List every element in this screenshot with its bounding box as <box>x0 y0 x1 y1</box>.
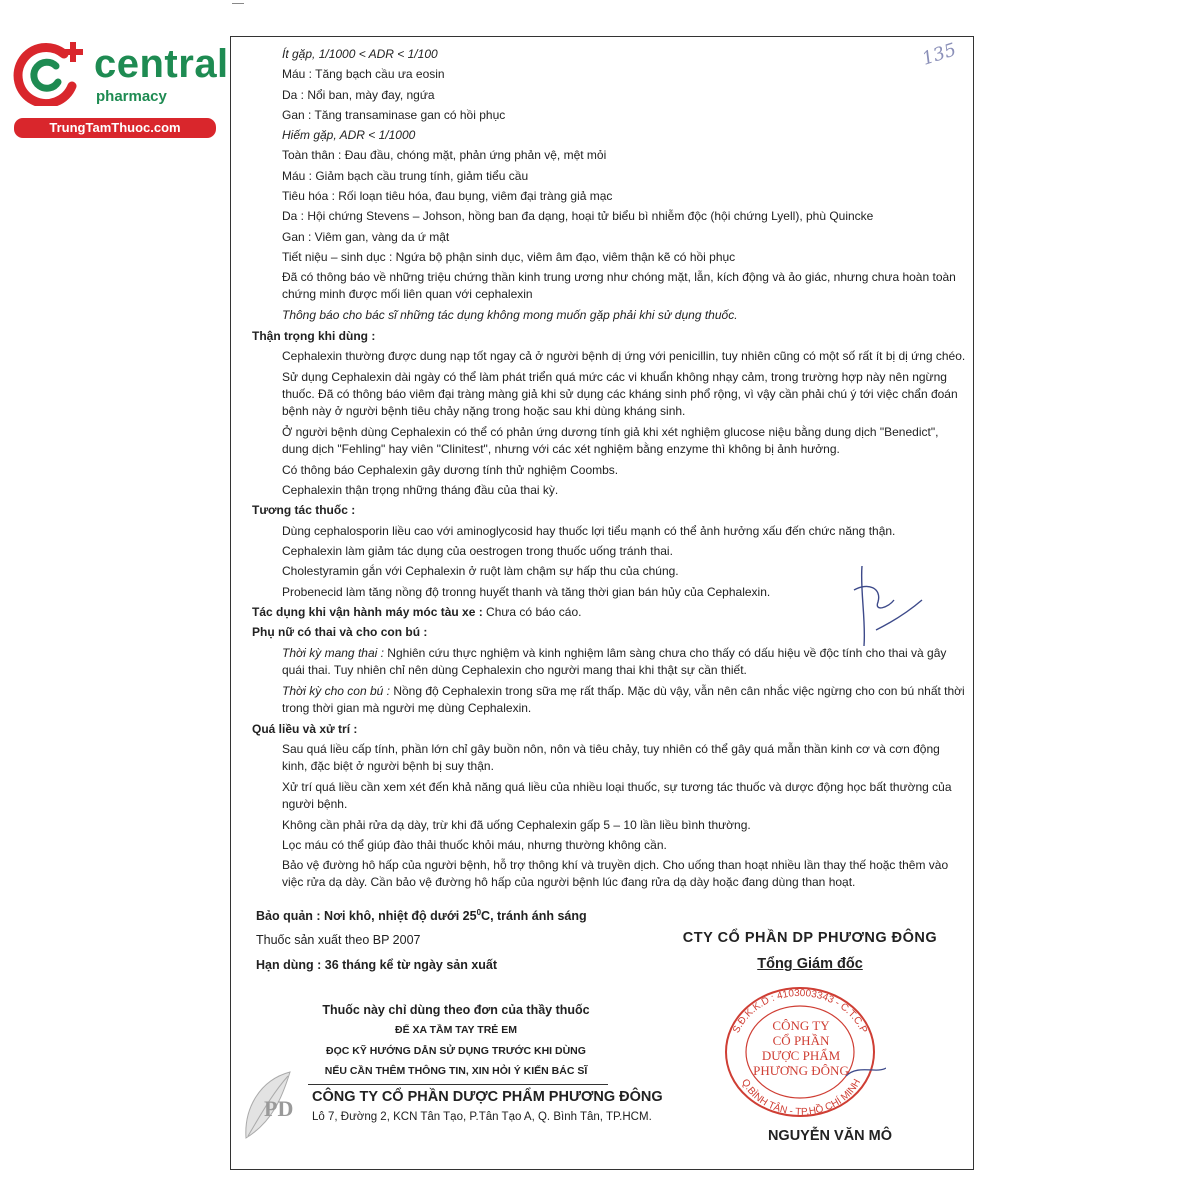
pd-leaf-logo-icon <box>238 1068 310 1142</box>
paragraph-text: Cephalexin làm giảm tác dụng của oestrogen trong thuốc uống tránh thai. <box>282 544 673 559</box>
paragraph-text: Có thông báo Cephalexin gây dương tính thử nghiệm Coombs. <box>282 462 619 477</box>
stamp-ring-top: S.Đ.K.K.D : 4103003343 - C.T.C.P <box>730 987 870 1036</box>
body-paragraph <box>252 346 968 367</box>
paragraph-text: Ở người bệnh dùng Cephalexin có thể có phản ứng dương tính giả khi xét nghiệm glucose niệu bằng dung dịch "Benedict", dung dịch "Fehling" hay viên "Clinitest", nhưng với các xét nghiệm bằng enzyme thì không bị ảnh hưởng. <box>282 424 939 456</box>
notice-line-4: NẾU CẦN THÊM THÔNG TIN, XIN HỎI Ý KIẾN BÁC SĨ <box>324 1065 588 1077</box>
body-paragraph <box>252 64 968 84</box>
central-logo-mark-icon <box>12 40 88 106</box>
logo-brand-text: central <box>94 42 229 86</box>
paragraph-text: Máu : Giảm bạch cầu trung tính, giảm tiểu cầu <box>282 168 529 183</box>
prescription-notice <box>306 1000 606 1082</box>
paragraph-text: Tương tác thuốc : <box>252 503 356 518</box>
leaflet-body <box>252 44 968 893</box>
section-heading <box>252 719 968 739</box>
body-paragraph <box>252 247 968 267</box>
stamp-line-3: DƯỢC PHẨM <box>761 1048 841 1063</box>
paragraph-text: Thông báo cho bác sĩ những tác dụng không mong muốn gặp phải khi sử dụng thuốc. <box>282 308 738 323</box>
section-heading <box>252 326 968 346</box>
paragraph-text: Toàn thân : Đau đầu, chóng mặt, phản ứng phản vệ, mệt mỏi <box>282 148 607 163</box>
body-paragraph <box>252 227 968 247</box>
page-corner-mark <box>232 3 244 10</box>
storage-tail: C, tránh ánh sáng <box>481 909 587 924</box>
body-paragraph <box>252 367 968 422</box>
body-paragraph <box>252 739 968 777</box>
notice-line-2: ĐỂ XA TẦM TAY TRẺ EM <box>395 1024 517 1036</box>
paragraph-text: Phụ nữ có thai và cho con bú : <box>252 625 428 640</box>
body-paragraph <box>252 145 968 165</box>
paragraph-text: Gan : Tăng transaminase gan có hồi phục <box>282 107 506 122</box>
body-paragraph <box>252 480 968 500</box>
body-paragraph <box>252 815 968 835</box>
logo-sub-text: pharmacy <box>96 88 167 105</box>
pd-logo-text: PD <box>264 1096 294 1121</box>
paragraph-text: Da : Hội chứng Stevens – Johson, hồng ban đa dạng, hoại tử biểu bì nhiễm độc (hội chứng Lyell), phù Quincke <box>282 209 874 224</box>
paragraph-text: Bảo vệ đường hô hấp của người bệnh, hỗ trợ thông khí và truyền dịch. Cho uống than hoạt nhiều lần thay thế hoặc thêm vào việc rửa dạ dày. Cần bảo vệ đường hô hấp của người bệnh lúc đang rửa dạ dày hoặc đang dùng than hoạt. <box>282 858 949 890</box>
body-paragraph <box>252 267 968 305</box>
company-stamp <box>716 984 886 1120</box>
initials-signature-icon <box>848 560 928 650</box>
notice-divider <box>308 1084 608 1085</box>
paragraph-text: Tiết niệu – sinh dục : Ngứa bộ phận sinh dục, viêm âm đạo, viêm thận kẽ có hồi phục <box>282 249 736 264</box>
body-paragraph <box>252 206 968 226</box>
signing-company: CTY CỔ PHẦN DP PHƯƠNG ĐÔNG <box>682 930 938 946</box>
body-paragraph <box>252 835 968 855</box>
stamp-line-2: CỔ PHẦN <box>772 1033 830 1048</box>
paragraph-text: Tiêu hóa : Rối loạn tiêu hóa, đau bụng, viêm đại tràng giả mạc <box>282 189 613 204</box>
signing-title: Tổng Giám đốc <box>757 956 863 972</box>
paragraph-text: Da : Nổi ban, mày đay, ngứa <box>282 87 435 102</box>
handwritten-page-number: 135 <box>919 39 959 70</box>
manufacturer-name: CÔNG TY CỔ PHẦN DƯỢC PHẨM PHƯƠNG ĐÔNG <box>312 1089 663 1105</box>
expiry-line: Hạn dùng : 36 tháng kể từ ngày sản xuất <box>256 958 498 972</box>
section-heading <box>252 500 968 520</box>
paragraph-text: Probenecid làm tăng nồng độ tronng huyết thanh và tăng thời gian bán hủy của Cephalexin. <box>282 584 771 599</box>
paragraph-text: Quá liều và xử trí : <box>252 721 358 736</box>
body-paragraph <box>252 85 968 105</box>
paragraph-text: Cephalexin thường được dung nạp tốt ngay cả ở người bệnh dị ứng với penicillin, tuy nhiên cũng có một số rất ít bị dị ứng chéo. <box>282 348 966 363</box>
paragraph-lead: Thời kỳ mang thai : <box>282 645 384 660</box>
paragraph-text: Tác dụng khi vận hành máy móc tàu xe : <box>252 604 483 619</box>
paragraph-text: Sau quá liều cấp tính, phần lớn chỉ gây buồn nôn, nôn và tiêu chảy, tuy nhiên có thể gây quá mẫn thần kinh cơ và cơn động kinh, đặc biệt ở người bệnh bị suy thận. <box>282 741 940 773</box>
paragraph-text: Nồng độ Cephalexin trong sữa mẹ rất thấp. Mặc dù vậy, vẫn nên cân nhắc việc ngừng cho con bú nhất thời trong thời gian mà người mẹ dùng Cephalexin. <box>282 683 965 715</box>
standard-line: Thuốc sản xuất theo BP 2007 <box>256 933 421 947</box>
body-paragraph <box>252 541 968 561</box>
body-paragraph <box>252 305 968 325</box>
notice-line-1: Thuốc này chỉ dùng theo đơn của thầy thuốc <box>322 1003 590 1017</box>
body-paragraph <box>252 125 968 145</box>
body-paragraph <box>252 186 968 206</box>
body-paragraph <box>252 460 968 480</box>
body-paragraph <box>252 681 968 719</box>
paragraph-text: Cholestyramin gắn với Cephalexin ở ruột làm chậm sự hấp thu của chúng. <box>282 564 679 579</box>
paragraph-text: Thận trọng khi dùng : <box>252 328 376 343</box>
paragraph-text: Sử dụng Cephalexin dài ngày có thể làm phát triển quá mức các vi khuẩn không nhạy cảm, trong trường hợp này nên ngừng thuốc. Đã có thông báo viêm đại tràng màng giả khi sử dụng các kháng sinh phổ rộng, vì vậy cần phải chú ý tới việc chẩn đoán bệnh này ở người bệnh tiêu chảy nặng trong hoặc sau khi dùng kháng sinh. <box>282 369 958 418</box>
storage-line <box>256 908 587 923</box>
paragraph-text: Đã có thông báo về những triệu chứng thần kinh trung ương như chóng mặt, lẫn, kích động và ảo giác, nhưng chưa hoàn toàn chứng minh được mối liên quan với cephalexin <box>282 270 956 302</box>
body-paragraph <box>252 44 968 64</box>
paragraph-text: Gan : Viêm gan, vàng da ứ mật <box>282 229 450 244</box>
body-paragraph <box>252 855 968 893</box>
body-paragraph <box>252 105 968 125</box>
paragraph-lead: Thời kỳ cho con bú : <box>282 683 390 698</box>
body-paragraph <box>252 521 968 541</box>
paragraph-text: Không cần phải rửa dạ dày, trừ khi đã uống Cephalexin gấp 5 – 10 lần liều bình thường. <box>282 817 751 832</box>
heading-inline-text: Chưa có báo cáo. <box>482 604 582 619</box>
paragraph-text: Lọc máu có thể giúp đào thải thuốc khỏi máu, nhưng thường không cần. <box>282 838 667 853</box>
notice-line-3: ĐỌC KỸ HƯỚNG DẪN SỬ DỤNG TRƯỚC KHI DÙNG <box>326 1044 586 1057</box>
body-paragraph <box>252 422 968 460</box>
body-paragraph <box>252 777 968 815</box>
body-paragraph <box>252 166 968 186</box>
paragraph-text: Dùng cephalosporin liều cao với aminoglycosid hay thuốc lợi tiểu mạnh có thể ảnh hưởng xấu đến chức năng thận. <box>282 523 896 538</box>
stamp-ring-bottom: Q.BÌNH TÂN - TP.HỒ CHÍ MINH <box>738 1077 864 1118</box>
paragraph-text: Hiếm gặp, ADR < 1/1000 <box>282 128 416 143</box>
storage-sup: 0 <box>476 908 482 917</box>
manufacturer-address: Lô 7, Đường 2, KCN Tân Tạo, P.Tân Tạo A, Q. Bình Tân, TP.HCM. <box>312 1111 652 1123</box>
stamp-line-1: CÔNG TY <box>772 1018 830 1033</box>
paragraph-text: Nghiên cứu thực nghiệm và kinh nghiệm lâm sàng chưa cho thấy có dấu hiệu về độc tính cho thai và gây quái thai. Tuy nhiên chỉ nên dùng Cephalexin cho người mang thai khi thật sự cần thiết. <box>282 645 947 677</box>
central-pharmacy-logo[interactable] <box>8 36 229 136</box>
paragraph-text: Máu : Tăng bạch cầu ưa eosin <box>282 67 445 82</box>
logo-url-link[interactable]: TrungTamThuoc.com <box>14 118 216 138</box>
paragraph-text: Cephalexin thận trọng những tháng đầu của thai kỳ. <box>282 483 559 498</box>
signer-name: NGUYỄN VĂN MÔ <box>767 1128 893 1144</box>
stamp-line-4: PHƯƠNG ĐÔNG <box>753 1063 849 1078</box>
storage-lead: Bảo quản : Nơi khô, nhiệt độ dưới 25 <box>256 909 477 924</box>
paragraph-text: Ít gặp, 1/1000 < ADR < 1/100 <box>282 47 438 61</box>
paragraph-text: Xử trí quá liều cần xem xét đến khả năng quá liều của nhiều loại thuốc, sự tương tác thuốc và dược động học bất thường của người bệnh. <box>282 779 952 811</box>
